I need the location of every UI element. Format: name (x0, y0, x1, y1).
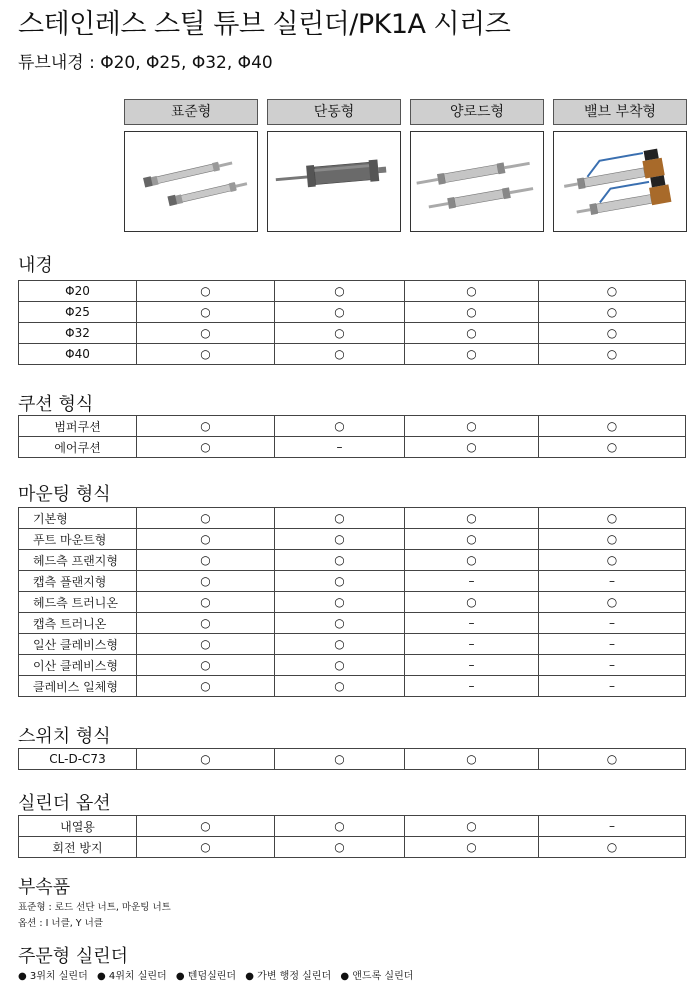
cell-value: ○ (137, 676, 275, 697)
type-column-single-acting (267, 99, 401, 232)
accessories-section-title: 부속품 (18, 877, 71, 898)
cell-value: – (539, 655, 686, 676)
cell-value: ○ (275, 571, 405, 592)
cell-value: – (405, 634, 539, 655)
table-row (19, 529, 686, 550)
cell-value: ○ (275, 529, 405, 550)
row-label: 푸트 마운트형 (19, 529, 137, 550)
cell-value: ○ (405, 837, 539, 858)
cell-value: ○ (275, 323, 405, 344)
cell-value: ○ (275, 302, 405, 323)
cell-value: ○ (275, 592, 405, 613)
cell-value: ○ (539, 416, 686, 437)
cell-value: ○ (275, 634, 405, 655)
type-label: 양로드형 (410, 99, 544, 125)
table-row (19, 816, 686, 837)
type-label: 밸브 부착형 (553, 99, 687, 125)
list-item: ● 앤드록 실린더 (340, 971, 414, 982)
list-item: ● 4위치 실린더 (96, 971, 167, 982)
cell-value: ○ (137, 302, 275, 323)
type-column-standard (124, 99, 258, 232)
bore-table (18, 280, 686, 365)
row-label: 캡측 플랜지형 (19, 571, 137, 592)
cell-value: ○ (539, 281, 686, 302)
cell-value: ○ (137, 323, 275, 344)
cell-value: ○ (539, 529, 686, 550)
row-label: Φ20 (19, 281, 137, 302)
table-row (19, 302, 686, 323)
list-item: ● 가변 행정 실린더 (245, 971, 332, 982)
options-section-title: 실린더 옵션 (18, 793, 111, 814)
cell-value: ○ (405, 749, 539, 770)
cell-value: – (405, 613, 539, 634)
cell-value: ○ (275, 816, 405, 837)
cell-value: ○ (539, 302, 686, 323)
table-row (19, 344, 686, 365)
cell-value: ○ (137, 508, 275, 529)
cell-value: ○ (405, 550, 539, 571)
cell-value: ○ (137, 592, 275, 613)
row-label: 일산 클레비스형 (19, 634, 137, 655)
cushion-table (18, 415, 686, 458)
cell-value: ○ (137, 613, 275, 634)
cell-value: ○ (405, 344, 539, 365)
table-row (19, 437, 686, 458)
table-row (19, 550, 686, 571)
standard-cylinder-photo (124, 131, 258, 232)
cell-value: ○ (275, 508, 405, 529)
cell-value: ○ (137, 749, 275, 770)
cell-value: ○ (137, 437, 275, 458)
double-rod-cylinder-photo (410, 131, 544, 232)
row-label: Φ40 (19, 344, 137, 365)
cell-value: – (539, 676, 686, 697)
cell-value: ○ (137, 550, 275, 571)
row-label: Φ32 (19, 323, 137, 344)
cell-value: ○ (137, 281, 275, 302)
list-item: ● 3위치 실린더 (18, 971, 88, 982)
switch-table (18, 748, 686, 770)
bore-range-subtitle: 튜브내경 : Φ20, Φ25, Φ32, Φ40 (18, 53, 273, 73)
table-row (19, 416, 686, 437)
page-title: 스테인레스 스틸 튜브 실린더/PK1A 시리즈 (18, 9, 511, 40)
row-label: 기본형 (19, 508, 137, 529)
cell-value: ○ (137, 816, 275, 837)
custom-section-title: 주문형 실린더 (18, 946, 129, 967)
row-label: CL-D-C73 (19, 749, 137, 770)
row-label: 이산 클레비스형 (19, 655, 137, 676)
type-label: 단동형 (267, 99, 401, 125)
list-item: ● 텐덤실린더 (175, 971, 237, 982)
row-label: 내열용 (19, 816, 137, 837)
bore-section-title: 내경 (18, 255, 53, 276)
mounting-table (18, 507, 686, 697)
cell-value: – (405, 676, 539, 697)
cell-value: ○ (405, 508, 539, 529)
row-label: 캡측 트러니온 (19, 613, 137, 634)
accessories-line: 표준형 : 로드 선단 너트, 마운팅 너트 (18, 902, 171, 913)
row-label: 범퍼쿠션 (19, 416, 137, 437)
table-row (19, 676, 686, 697)
mounting-section-title: 마운팅 형식 (18, 484, 111, 505)
cell-value: ○ (539, 749, 686, 770)
cell-value: ○ (275, 550, 405, 571)
row-label: 회전 방지 (19, 837, 137, 858)
cell-value: ○ (275, 837, 405, 858)
cell-value: ○ (137, 529, 275, 550)
cell-value: – (539, 634, 686, 655)
cell-value: ○ (275, 749, 405, 770)
type-column-valve-attached (553, 99, 687, 232)
row-label: 에어쿠션 (19, 437, 137, 458)
cell-value: ○ (405, 437, 539, 458)
row-label: 헤드측 트러니온 (19, 592, 137, 613)
cell-value: ○ (405, 416, 539, 437)
cell-value: – (539, 571, 686, 592)
cell-value: ○ (137, 837, 275, 858)
cell-value: ○ (539, 508, 686, 529)
valve-attached-cylinder-photo (553, 131, 687, 232)
type-header (124, 99, 687, 233)
cell-value: – (405, 571, 539, 592)
cell-value: ○ (539, 437, 686, 458)
cell-value: ○ (405, 592, 539, 613)
cell-value: ○ (405, 281, 539, 302)
cell-value: ○ (405, 529, 539, 550)
row-label: Φ25 (19, 302, 137, 323)
cell-value: ○ (275, 613, 405, 634)
cell-value: ○ (405, 323, 539, 344)
cell-value: ○ (275, 416, 405, 437)
cell-value: ○ (539, 344, 686, 365)
table-row (19, 592, 686, 613)
cell-value: ○ (275, 676, 405, 697)
cell-value: – (539, 816, 686, 837)
cell-value: ○ (275, 281, 405, 302)
cell-value: – (405, 655, 539, 676)
table-row (19, 508, 686, 529)
cell-value: ○ (137, 416, 275, 437)
table-row (19, 655, 686, 676)
table-row (19, 613, 686, 634)
cushion-section-title: 쿠션 형식 (18, 394, 94, 415)
cell-value: ○ (539, 592, 686, 613)
cell-value: – (275, 437, 405, 458)
cell-value: ○ (137, 571, 275, 592)
type-column-double-rod (410, 99, 544, 232)
cell-value: – (539, 613, 686, 634)
row-label: 헤드측 프랜지형 (19, 550, 137, 571)
custom-cylinder-list (18, 967, 419, 982)
type-label: 표준형 (124, 99, 258, 125)
cell-value: ○ (405, 816, 539, 837)
table-row (19, 323, 686, 344)
cell-value: ○ (137, 634, 275, 655)
table-row (19, 749, 686, 770)
cell-value: ○ (137, 655, 275, 676)
cell-value: ○ (539, 550, 686, 571)
cell-value: ○ (539, 323, 686, 344)
table-row (19, 837, 686, 858)
cell-value: ○ (137, 344, 275, 365)
row-label: 클레비스 일체형 (19, 676, 137, 697)
table-row (19, 634, 686, 655)
accessories-line: 옵션 : I 너클, Y 너클 (18, 918, 103, 929)
cell-value: ○ (539, 837, 686, 858)
table-row (19, 281, 686, 302)
cell-value: ○ (405, 302, 539, 323)
table-row (19, 571, 686, 592)
switch-section-title: 스위치 형식 (18, 726, 111, 747)
cell-value: ○ (275, 344, 405, 365)
cell-value: ○ (275, 655, 405, 676)
options-table (18, 815, 686, 858)
single-acting-cylinder-photo (267, 131, 401, 232)
